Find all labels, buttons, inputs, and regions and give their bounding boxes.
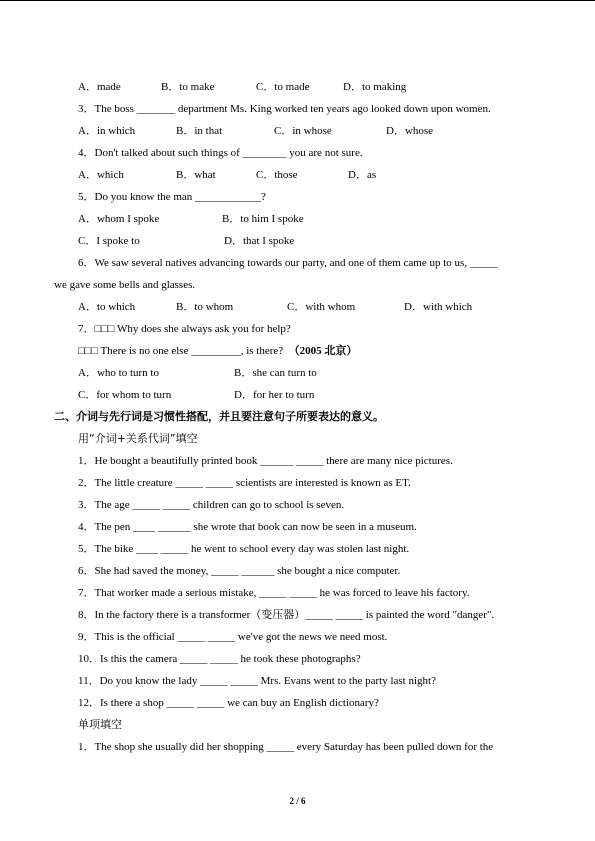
option-c: C．those bbox=[256, 169, 298, 181]
fill-item-5: 5．The bike ____ _____ he went to school every day was stolen last night. bbox=[78, 543, 410, 555]
question-7: 7．□□□ Why does she always ask you for help? bbox=[78, 323, 291, 335]
fill-item-4: 4．The pen ____ ______ she wrote that book can now be seen in a museum. bbox=[78, 521, 417, 533]
source-note: （2005 北京） bbox=[288, 345, 358, 357]
subsection-heading: 用“介词+关系代词”填空 bbox=[78, 432, 198, 445]
fill-item-6: 6．She had saved the money, _____ ______ she bought a nice computer. bbox=[78, 565, 401, 577]
page-number: 2 / 6 bbox=[289, 796, 306, 806]
question-4: 4．Don't talked about such things of ________ you are not sure. bbox=[78, 147, 363, 159]
option-c: C．I spoke to bbox=[78, 235, 140, 247]
option-d: D．that I spoke bbox=[224, 235, 295, 247]
option-c: C．for whom to turn bbox=[78, 389, 172, 401]
section-heading: 二、介词与先行词是习惯性搭配，并且要注意句子所要表达的意义。 bbox=[54, 410, 384, 423]
fill-item-11: 11．Do you know the lady _____ _____ Mrs. Evans went to the party last night? bbox=[78, 675, 436, 687]
fill-item-12: 12．Is there a shop _____ _____ we can buy an English dictionary? bbox=[78, 697, 379, 709]
fill-item-7: 7．That worker made a serious mistake, _____ _____ he was forced to leave his factory. bbox=[78, 587, 470, 599]
option-a: A．whom I spoke bbox=[78, 213, 160, 225]
option-b: B．what bbox=[176, 169, 216, 181]
option-b: B．in that bbox=[176, 125, 223, 137]
option-b: B．to him I spoke bbox=[222, 213, 304, 225]
option-c: C．in whose bbox=[274, 125, 332, 137]
question-3: 3．The boss _______ department Ms. King worked ten years ago looked down upon women. bbox=[78, 103, 491, 115]
option-c: C．to made bbox=[256, 81, 310, 93]
options-row: A．made bbox=[78, 81, 121, 93]
option-a: A．who to turn to bbox=[78, 367, 159, 379]
fill-item-2: 2．The little creature _____ _____ scientists are interested is known as ET. bbox=[78, 477, 411, 489]
option-a: A．in which bbox=[78, 125, 136, 137]
option-a: A．which bbox=[78, 169, 124, 181]
option-d: D．whose bbox=[386, 125, 434, 137]
option-b: B．to whom bbox=[176, 301, 234, 313]
option-d: D．for her to turn bbox=[234, 389, 315, 401]
option-d: D．with which bbox=[404, 301, 473, 313]
option-b: B．to make bbox=[161, 81, 215, 93]
question-7-reply: □□□ There is no one else _________, is there? （2005 北京） bbox=[78, 345, 358, 357]
option-d: D．to making bbox=[343, 81, 407, 93]
fill-item-1: 1．He bought a beautifully printed book ______ _____ there are many nice pictures. bbox=[78, 455, 453, 467]
option-d: D．as bbox=[348, 169, 377, 181]
option-b: B．she can turn to bbox=[234, 367, 317, 379]
fill-item-10: 10．Is this the camera _____ _____ he took these photographs? bbox=[78, 653, 361, 665]
fill-item-3: 3．The age _____ _____ children can go to school is seven. bbox=[78, 499, 345, 511]
fill-item-8: 8．In the factory there is a transformer（变压器）_____ _____ is painted the word "danger". bbox=[78, 609, 495, 621]
choice-question-1: 1．The shop she usually did her shopping _____ every Saturday has been pulled down for the bbox=[78, 741, 494, 753]
question-6: 6．We saw several natives advancing towards our party, and one of them came up to us, _____ bbox=[78, 257, 498, 269]
subsection-heading-single-choice: 单项填空 bbox=[78, 718, 122, 731]
option-c: C．with whom bbox=[287, 301, 356, 313]
question-6-continued: we gave some bells and glasses. bbox=[54, 279, 196, 291]
question-5: 5．Do you know the man ____________? bbox=[78, 191, 266, 203]
option-a: A．to which bbox=[78, 301, 136, 313]
fill-item-9: 9．This is the official _____ _____ we've got the news we need most. bbox=[78, 631, 388, 643]
